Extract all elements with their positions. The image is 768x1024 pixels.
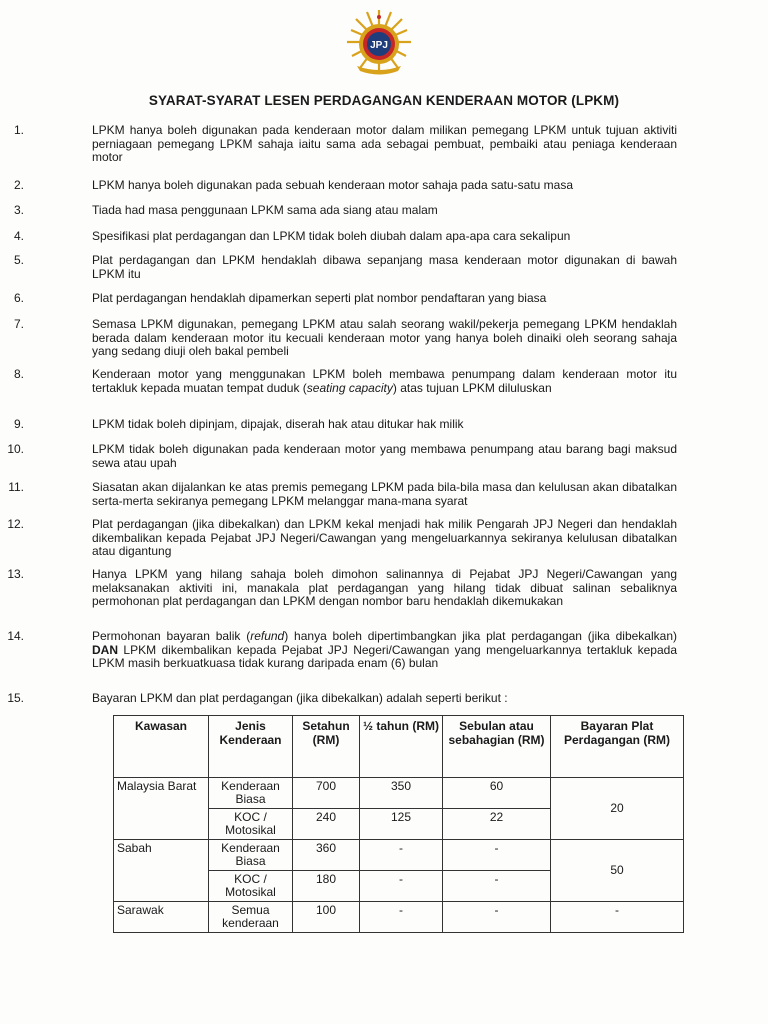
crest-initials: JPJ [370, 40, 388, 51]
item-text: Plat perdagangan (jika dibekalkan) dan LPKM kekal menjadi hak milik Pengarah JPJ Negeri dan hendaklah dikembalikan kepada Pejabat JPJ Negeri/Cawangan yang mengeluarkannya sekiranya kelulusan dibatalkan atau digantung [92, 517, 677, 558]
header-sebulan: Sebulan atau sebahagian (RM) [443, 716, 551, 778]
list-item [13, 229, 571, 244]
item-number: 5. [13, 253, 24, 267]
item-number: 2. [13, 178, 24, 192]
list-item [7, 517, 677, 559]
vehicle-type-cell: Semua kenderaan [209, 902, 293, 933]
document-title: SYARAT-SYARAT LESEN PERDAGANGAN KENDERAAN MOTOR (LPKM) [148, 93, 620, 108]
half-year-fee-cell: 350 [360, 778, 443, 809]
table-row [114, 902, 684, 933]
list-item [13, 123, 677, 165]
header-bayaran-plat: Bayaran Plat Perdagangan (RM) [551, 716, 684, 778]
item-number: 4. [13, 229, 24, 243]
item-number: 3. [13, 203, 24, 217]
item-text: Plat perdagangan dan LPKM hendaklah dibawa sepanjang masa kenderaan motor digunakan di bawah LPKM itu [92, 253, 677, 281]
table-row [114, 840, 684, 871]
item-number: 1. [13, 123, 24, 137]
item-number: 11. [8, 480, 24, 494]
plate-fee-cell: 20 [551, 778, 684, 840]
list-item [13, 291, 547, 306]
region-cell: Malaysia Barat [114, 778, 209, 840]
header-kawasan: Kawasan [114, 716, 209, 778]
item-text: Bayaran LPKM dan plat perdagangan (jika dibekalkan) adalah seperti berikut : [92, 691, 508, 705]
item-text: LPKM hanya boleh digunakan pada kenderaan motor dalam milikan pemegang LPKM untuk tujuan aktiviti perniagaan pemegang LPKM sahaja iaitu sama ada sebagai pembuat, pembaiki atau peniaga kenderaan motor [92, 123, 677, 164]
year-fee-cell: 360 [293, 840, 360, 871]
item-text: LPKM tidak boleh digunakan pada kenderaan motor yang membawa penumpang atau barang bagi maksud sewa atau upah [92, 442, 677, 470]
month-fee-cell: 22 [443, 809, 551, 840]
list-item [13, 417, 464, 432]
half-year-fee-cell: - [360, 902, 443, 933]
list-item [13, 203, 438, 218]
item-text: Semasa LPKM digunakan, pemegang LPKM atau salah seorang wakil/pekerja pemegang LPKM hendaklah berada dalam kenderaan motor itu kecuali kenderaan motor yang hanya boleh dinaiki oleh seorang sahaja yang sedang diuji oleh bakal pembeli [92, 317, 677, 358]
table-row [114, 778, 684, 809]
list-item [7, 629, 677, 671]
fee-table [113, 715, 684, 933]
list-item [13, 367, 677, 395]
item-number: 14. [7, 629, 24, 643]
item-number: 13. [7, 567, 24, 581]
item-text: LPKM hanya boleh digunakan pada sebuah kenderaan motor sahaja pada satu-satu masa [92, 178, 574, 192]
list-item [13, 253, 677, 281]
item-text: LPKM tidak boleh dipinjam, dipajak, diserah hak atau ditukar hak milik [92, 417, 464, 431]
half-year-fee-cell: - [360, 871, 443, 902]
item-number: 8. [13, 367, 24, 381]
item-text: Spesifikasi plat perdagangan dan LPKM tidak boleh diubah dalam apa-apa cara sekalipun [92, 229, 571, 243]
plate-fee-cell: 50 [551, 840, 684, 902]
item-text: Siasatan akan dijalankan ke atas premis pemegang LPKM pada bila-bila masa dan kelulusan akan dibatalkan serta-merta sekiranya pemegang LPKM melanggar mana-mana syarat [92, 480, 677, 508]
item-text: Hanya LPKM yang hilang sahaja boleh dimohon salinannya di Pejabat JPJ Negeri/Cawangan yang melaksanakan aktiviti ini, manakala plat perdagangan yang hilang tidak dibuat salinan sebaliknya permohonan plat perdagangan dan LPKM dengan nombor baru hendaklah dikemukakan [92, 567, 677, 608]
table-header-row [114, 716, 684, 778]
list-item [7, 442, 677, 470]
year-fee-cell: 700 [293, 778, 360, 809]
year-fee-cell: 240 [293, 809, 360, 840]
item-number: 7. [13, 317, 24, 331]
jpj-crest-logo [343, 8, 415, 76]
year-fee-cell: 180 [293, 871, 360, 902]
strong-text: DAN [92, 642, 118, 657]
item-number: 12. [7, 517, 24, 531]
list-item [13, 178, 574, 193]
month-fee-cell: - [443, 840, 551, 871]
emphasis-text: refund [250, 629, 285, 643]
half-year-fee-cell: - [360, 840, 443, 871]
region-cell: Sarawak [114, 902, 209, 933]
header-jenis-kenderaan: Jenis Kenderaan [209, 716, 293, 778]
item-text: Kenderaan motor yang menggunakan LPKM boleh membawa penumpang dalam kenderaan motor itu tertakluk kepada muatan tempat duduk (seating capacity) atas tujuan LPKM diluluskan [92, 367, 677, 395]
item-text: Tiada had masa penggunaan LPKM sama ada siang atau malam [92, 203, 438, 217]
item-number: 9. [13, 417, 24, 431]
item-number: 15. [7, 691, 24, 705]
vehicle-type-cell: KOC / Motosikal [209, 871, 293, 902]
item-text: Plat perdagangan hendaklah dipamerkan seperti plat nombor pendaftaran yang biasa [92, 291, 547, 305]
vehicle-type-cell: Kenderaan Biasa [209, 840, 293, 871]
list-item [7, 691, 508, 706]
vehicle-type-cell: KOC / Motosikal [209, 809, 293, 840]
header-setengah-tahun: ½ tahun (RM) [360, 716, 443, 778]
list-item [13, 317, 677, 359]
item-text: Permohonan bayaran balik (refund) hanya boleh dipertimbangkan jika plat perdagangan (jika dibekalkan) DAN LPKM dikembalikan kepada Pejabat JPJ Negeri/Cawangan yang mengeluarkannya tertakluk kepada LPKM masih berkuatkuasa tidak kurang daripada enam (6) bulan [92, 629, 677, 670]
item-number: 6. [13, 291, 24, 305]
vehicle-type-cell: Kenderaan Biasa [209, 778, 293, 809]
half-year-fee-cell: 125 [360, 809, 443, 840]
item-number: 10. [7, 442, 24, 456]
list-item [8, 480, 677, 508]
month-fee-cell: 60 [443, 778, 551, 809]
header-setahun: Setahun (RM) [293, 716, 360, 778]
month-fee-cell: - [443, 871, 551, 902]
list-item [7, 567, 677, 609]
region-cell: Sabah [114, 840, 209, 902]
month-fee-cell: - [443, 902, 551, 933]
emphasis-text: seating capacity [306, 380, 393, 395]
plate-fee-cell: - [551, 902, 684, 933]
year-fee-cell: 100 [293, 902, 360, 933]
